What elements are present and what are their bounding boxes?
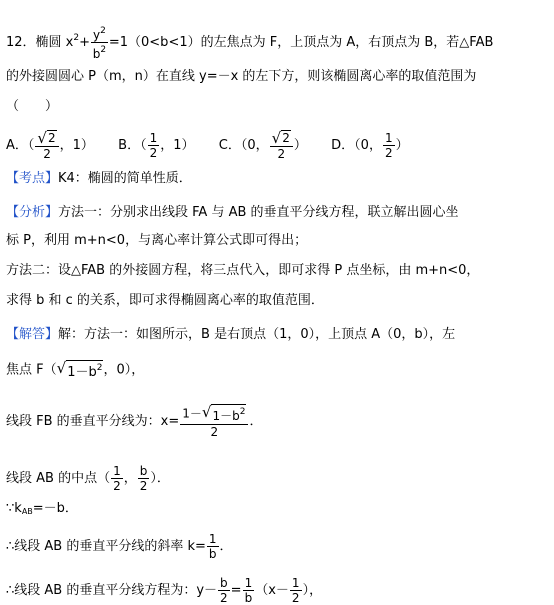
superscript: 2 xyxy=(73,33,80,43)
denominator: 2 xyxy=(384,146,393,160)
numerator: 1 xyxy=(244,576,253,590)
analysis-line-3: 方法二：设△FAB 的外接圆方程，将三点代入，即可求得 P 点坐标，由 m+n<0， xyxy=(6,263,480,278)
solution-line-1 xyxy=(6,326,455,344)
analysis-text: 方法一：分别求出线段 FA 与 AB 的垂直平分线方程，联立解出圆心坐 xyxy=(58,205,459,220)
solution-text: ． xyxy=(219,539,233,554)
solution-text: ∵k xyxy=(6,501,22,516)
denominator: 2 xyxy=(291,591,300,605)
fraction xyxy=(207,532,219,561)
radicand: 1－b xyxy=(212,409,240,423)
fraction xyxy=(290,576,302,605)
fraction-y2-b2 xyxy=(91,24,108,61)
fraction xyxy=(148,131,160,160)
question-number: 12． xyxy=(6,35,36,50)
denominator: 2 xyxy=(43,147,51,161)
solution-text: 线段 AB 的中点（ xyxy=(6,471,111,486)
superscript: 2 xyxy=(96,363,103,373)
solution-line-fb-bisector xyxy=(6,404,262,439)
solution-text: ∴线段 AB 的垂直平分线方程为：y－ xyxy=(6,583,218,598)
option-b xyxy=(118,131,198,160)
option-label: A．（ xyxy=(6,138,35,153)
question-line-1 xyxy=(6,24,493,61)
option-label: D．（0， xyxy=(331,138,382,153)
option-text: ，1） xyxy=(160,138,195,153)
denominator: 2 xyxy=(210,425,219,439)
knowledge-point-text: K4：椭圆的简单性质． xyxy=(58,171,192,186)
option-label: B．（ xyxy=(118,138,147,153)
superscript: 2 xyxy=(239,407,246,417)
numerator-part: 1－ xyxy=(182,406,202,421)
numerator: y xyxy=(93,28,101,42)
denominator: b xyxy=(208,547,217,561)
solution-text: 焦点 F（ xyxy=(6,362,57,378)
solution-text: = xyxy=(230,583,242,598)
option-c xyxy=(218,129,311,161)
numerator: 1 xyxy=(384,131,393,145)
option-d xyxy=(331,131,409,160)
solution-text: ）． xyxy=(150,471,170,486)
solution-line-focus xyxy=(6,360,144,380)
solution-line-kab xyxy=(6,500,78,521)
option-a xyxy=(6,129,98,161)
denominator: 2 xyxy=(113,479,121,493)
analysis-line-4: 求得 b 和 c 的关系，即可求得椭圆离心率的取值范围． xyxy=(6,293,324,308)
radicand: 2 xyxy=(282,131,290,145)
superscript: 2 xyxy=(100,26,106,36)
sqrt: √ $1-b^2$ xyxy=(201,403,246,423)
question-text: 椭圆 x xyxy=(35,35,74,50)
solution-text: ∴线段 AB 的垂直平分线的斜率 k= xyxy=(6,539,206,554)
numerator: 1 xyxy=(149,131,158,145)
solution-text: =－b． xyxy=(32,501,78,516)
numerator: b xyxy=(139,464,148,478)
fraction xyxy=(270,130,293,161)
solution-text: 解：方法一：如图所示，B 是右顶点（1，0），上顶点 A（0，b），左 xyxy=(58,327,456,342)
radicand: 1－b xyxy=(67,365,97,380)
numerator: 1 xyxy=(291,576,300,590)
question-line-3: （ ） xyxy=(6,99,59,114)
numerator: 1 xyxy=(208,532,217,546)
analysis-line-2: 标 P，利用 m+n<0，与离心率计算公式即可得出； xyxy=(6,233,308,248)
denominator: 2 xyxy=(277,147,286,161)
question-line-2: 的外接圆圆心 P（m，n）在直线 y=－x 的左下方，则该椭圆离心率的取值范围为 xyxy=(6,69,477,84)
knowledge-point-line xyxy=(6,170,192,188)
fraction xyxy=(243,576,255,605)
knowledge-point-tag: 【考点】 xyxy=(6,171,59,186)
fraction xyxy=(111,464,123,493)
denominator: b xyxy=(244,591,253,605)
denominator: 2 xyxy=(139,479,148,493)
numerator: b xyxy=(220,576,228,590)
denominator: b xyxy=(92,47,101,61)
numerator: 1 xyxy=(113,464,121,478)
solution-tag: 【解答】 xyxy=(6,327,59,342)
option-label: C．（0， xyxy=(218,138,269,153)
plus-sign: + xyxy=(79,35,91,50)
denominator: 2 xyxy=(220,591,228,605)
solution-text: 线段 FB 的垂直平分线为：x= xyxy=(6,414,180,429)
solution-line-midpoint xyxy=(6,464,170,493)
denominator: 2 xyxy=(149,146,158,160)
question-text: =1（0<b<1）的左焦点为 F，上顶点为 A，右顶点为 B，若△FAB xyxy=(108,35,494,50)
analysis-line-1 xyxy=(6,204,459,222)
fraction xyxy=(138,464,150,493)
radicand: 2 xyxy=(47,131,56,145)
subscript: AB xyxy=(21,507,33,516)
fraction xyxy=(180,404,248,439)
option-text: ，1） xyxy=(59,138,94,153)
sqrt: √ $1-b^2$ xyxy=(56,359,103,380)
options-row xyxy=(6,130,409,161)
option-text: ） xyxy=(293,138,307,153)
fraction xyxy=(218,576,230,605)
solution-text: ，0）， xyxy=(103,362,145,378)
solution-line-slope xyxy=(6,532,233,561)
fraction xyxy=(383,131,395,160)
superscript: 2 xyxy=(100,45,107,55)
sqrt: √ 2 xyxy=(37,129,56,147)
solution-text: ． xyxy=(249,414,263,429)
solution-line-equation xyxy=(6,576,322,605)
solution-text: ， xyxy=(123,471,137,486)
solution-text: ）， xyxy=(302,583,323,598)
option-text: ） xyxy=(395,138,409,153)
analysis-tag: 【分析】 xyxy=(6,205,59,220)
solution-text: （x－ xyxy=(255,583,289,598)
sqrt: √ 2 xyxy=(271,129,290,147)
fraction xyxy=(35,130,58,161)
